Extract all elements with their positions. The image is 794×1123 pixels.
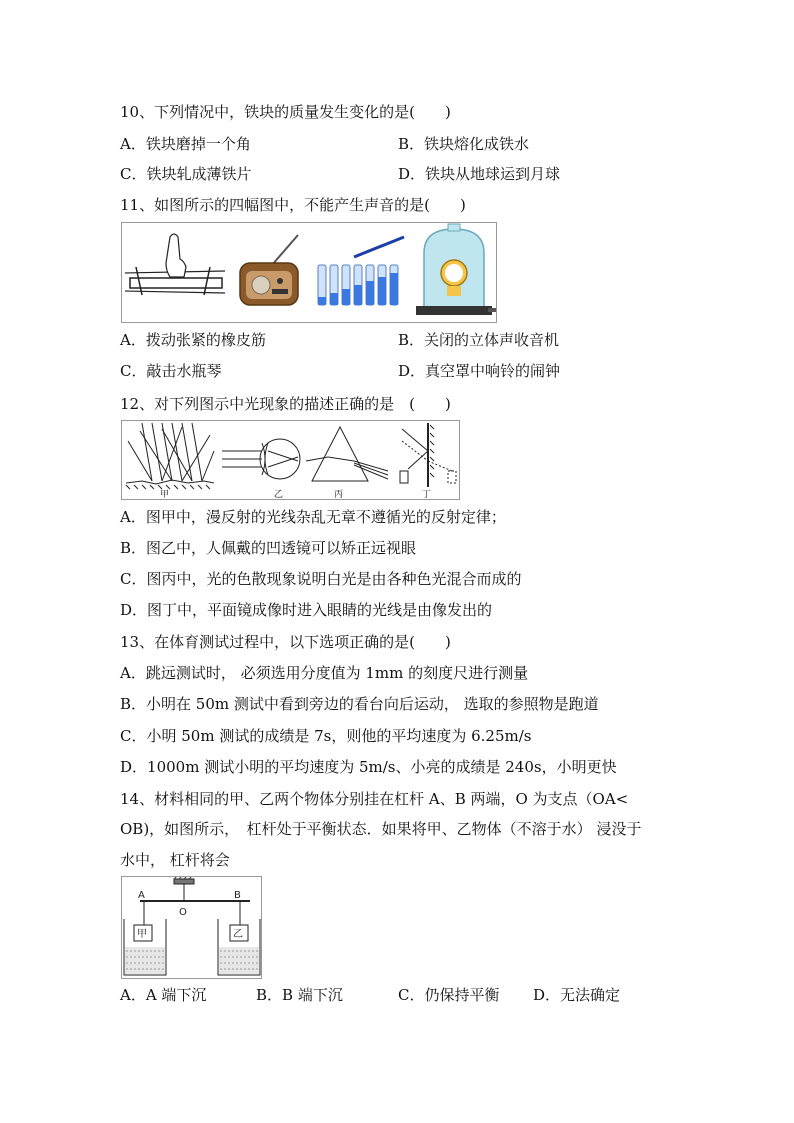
q11-option-c: C．敲击水瓶琴 bbox=[120, 362, 222, 380]
q12-option-d: D．图丁中，平面镜成像时进入眼睛的光线是由像发出的 bbox=[120, 601, 493, 619]
q14-stem-line-2: OB)，如图所示， 杠杆处于平衡状态．如果将甲、乙物体（不溶于水） 浸没于 bbox=[120, 820, 642, 838]
q11-option-d: D．真空罩中响铃的闹钟 bbox=[398, 362, 561, 380]
water-bottle-xylophone-illustration bbox=[318, 237, 404, 305]
q11-option-a: A．拨动张紧的橡皮筋 bbox=[120, 331, 266, 349]
q14-lever-figure bbox=[121, 876, 262, 979]
q12-option-c: C．图丙中，光的色散现象说明白光是由各种色光混合而成的 bbox=[120, 570, 522, 588]
lever-label-b: B bbox=[234, 890, 241, 901]
object-label-yi: 乙 bbox=[233, 929, 243, 940]
fig-label-jia: 甲 bbox=[160, 490, 170, 499]
q11-stem: 11、如图所示的四幅图中，不能产生声音的是( ) bbox=[120, 196, 466, 214]
q11-figure bbox=[121, 222, 497, 323]
q10-option-a: A．铁块磨掉一个角 bbox=[120, 135, 251, 153]
q13-stem: 13、在体育测试过程中，以下选项正确的是( ) bbox=[120, 633, 451, 651]
q12-option-b: B．图乙中，人佩戴的凹透镜可以矫正远视眼 bbox=[120, 539, 417, 557]
q10-option-b: B．铁块熔化成铁水 bbox=[398, 135, 530, 153]
fig-label-yi: 乙 bbox=[274, 490, 284, 499]
eye-lens-diagram bbox=[222, 439, 300, 479]
q14-option-a: A．A 端下沉 bbox=[120, 986, 207, 1004]
q14-option-d: D．无法确定 bbox=[533, 986, 621, 1004]
diffuse-reflection-diagram bbox=[126, 423, 214, 489]
q13-option-c: C．小明 50m 测试的成绩是 7s，则他的平均速度为 6.25m/s bbox=[120, 727, 532, 745]
q14-stem-line-3: 水中， 杠杆将会 bbox=[120, 851, 230, 869]
q11-option-b: B．关闭的立体声收音机 bbox=[398, 331, 560, 349]
q12-option-a: A．图甲中，漫反射的光线杂乱无章不遵循光的反射定律； bbox=[120, 508, 506, 526]
q12-stem: 12、对下列图示中光现象的描述正确的是 ( ) bbox=[120, 395, 451, 413]
bell-jar-alarm-clock-illustration bbox=[416, 224, 496, 315]
fig-label-ding: 丁 bbox=[422, 490, 432, 499]
q10-option-c: C．铁块轧成薄铁片 bbox=[120, 165, 252, 183]
lever-label-o: O bbox=[179, 907, 187, 918]
fig-label-bing: 丙 bbox=[334, 490, 344, 499]
plane-mirror-diagram bbox=[400, 423, 456, 487]
q13-option-b: B．小明在 50m 测试中看到旁边的看台向后运动， 选取的参照物是跑道 bbox=[120, 695, 599, 713]
object-label-jia: 甲 bbox=[137, 929, 147, 940]
q14-stem-line-1: 14、材料相同的甲、乙两个物体分别挂在杠杆 A、B 两端，O 为支点（OA< bbox=[120, 790, 629, 808]
q10-stem: 10、下列情况中，铁块的质量发生变化的是( ) bbox=[120, 103, 451, 121]
prism-dispersion-diagram bbox=[306, 427, 388, 481]
q13-option-d: D．1000m 测试小明的平均速度为 5m/s、小亮的成绩是 240s，小明更快 bbox=[120, 758, 617, 776]
radio-illustration bbox=[240, 235, 298, 305]
q10-option-d: D．铁块从地球运到月球 bbox=[398, 165, 561, 183]
lever-label-a: A bbox=[138, 890, 145, 901]
rubber-band-illustration bbox=[125, 234, 225, 295]
q14-option-c: C．仍保持平衡 bbox=[398, 986, 500, 1004]
q14-option-b: B．B 端下沉 bbox=[256, 986, 343, 1004]
q12-figure bbox=[121, 420, 460, 500]
q13-option-a: A．跳远测试时， 必须选用分度值为 1mm 的刻度尺进行测量 bbox=[120, 664, 529, 682]
